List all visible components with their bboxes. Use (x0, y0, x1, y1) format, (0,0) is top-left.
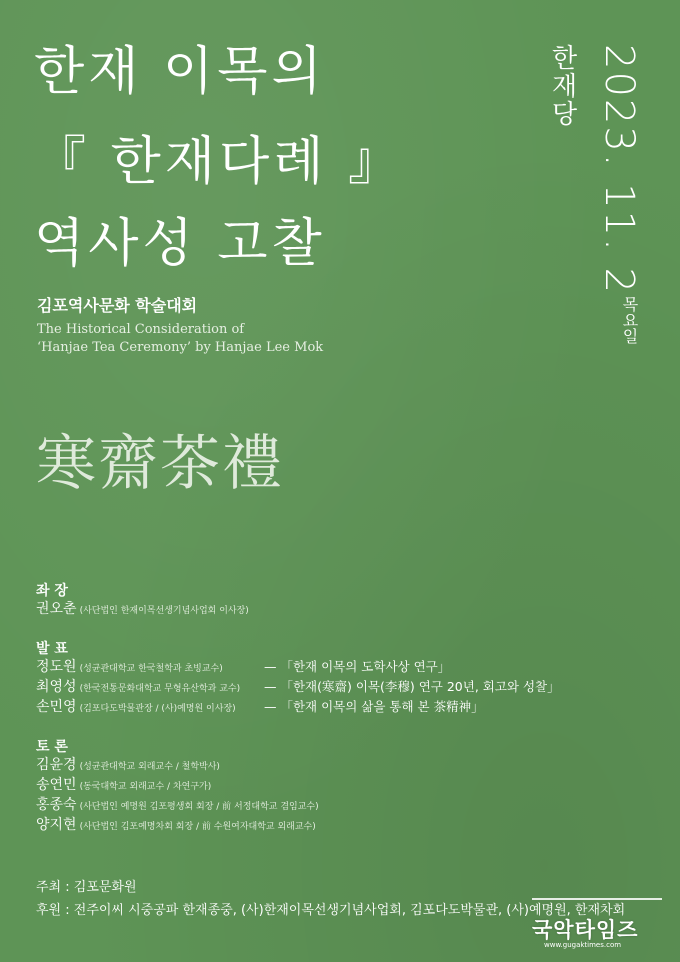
discussion-heading: 토 론 (36, 739, 68, 755)
presenter-row (36, 698, 484, 718)
person-affiliation: (김포다도박물관장 / (사)예명원 이사장) (79, 704, 236, 714)
title-line-2: 『 한재다례 』 (34, 132, 404, 192)
person-name: 권오춘 (36, 601, 77, 617)
chair-row (36, 600, 249, 620)
watermark-bar (532, 898, 662, 900)
presentations-heading: 발 표 (36, 641, 68, 657)
person-affiliation: (동국대학교 외래교수 / 차연구가) (79, 782, 212, 792)
person-name: 손민영 (36, 699, 77, 715)
person-affiliation: (사단법인 김포예명차회 회장 / 前 수원여자대학교 외래교수) (79, 822, 316, 832)
person-name: 최영성 (36, 679, 77, 695)
person-name: 김윤경 (36, 757, 77, 773)
hanja-title: 寒齋茶禮 (36, 429, 284, 499)
person-name: 정도원 (36, 659, 77, 675)
person-affiliation: (성균관대학교 외래교수 / 철학박사) (79, 762, 220, 772)
person-name: 홍종숙 (36, 797, 77, 813)
person-affiliation: (성균관대학교 한국철학과 초빙교수) (79, 664, 223, 674)
presenter-row (36, 678, 560, 698)
discussant-row (36, 796, 319, 816)
sponsor-line: 후원 : 전주이씨 시중공파 한재종중, (사)한재이목선생기념사업회, 김포다도박물관, (사)예명원, 한재차회 (36, 903, 626, 918)
discussant-row (36, 756, 220, 776)
english-title-line-2: ‘Hanjae Tea Ceremony’ by Hanjae Lee Mok (37, 340, 324, 355)
presentation-topic: — 「한재 이목의 삶을 통해 본 茶精神」 (264, 699, 484, 714)
english-title-line-1: The Historical Consideration of (37, 322, 245, 337)
host-line: 주최 : 김포문화원 (36, 880, 137, 895)
person-name: 양지현 (36, 817, 77, 833)
event-day: 목요일 (620, 296, 639, 344)
person-name: 송연민 (36, 777, 77, 793)
presentation-topic: — 「한재 이목의 도학사상 연구」 (264, 659, 451, 674)
watermark-name: 국악타임즈 (532, 918, 639, 942)
event-date: 2023. 11. 2 (596, 44, 642, 296)
presenter-row (36, 658, 451, 678)
watermark (532, 914, 666, 948)
person-affiliation: (한국전통문화대학교 무형유산학과 교수) (79, 684, 241, 694)
subtitle: 김포역사문화 학술대회 (37, 296, 198, 315)
watermark-url: www.gugaktimes.com (544, 941, 622, 949)
title-line-3: 역사성 고찰 (34, 214, 326, 274)
title-line-1: 한재 이목의 (34, 42, 326, 102)
person-affiliation: (사단법인 한재이목선생기념사업회 이사장) (79, 606, 249, 616)
discussant-row (36, 816, 316, 836)
chair-heading: 좌 장 (36, 583, 68, 599)
discussant-row (36, 776, 211, 796)
presentation-topic: — 「한재(寒齋) 이목(李穆) 연구 20년, 회고와 성찰」 (264, 679, 560, 694)
event-venue: 한재당 (547, 44, 577, 128)
person-affiliation: (사단법인 예명원 김포평생회 회장 / 前 서정대학교 겸임교수) (79, 802, 319, 812)
